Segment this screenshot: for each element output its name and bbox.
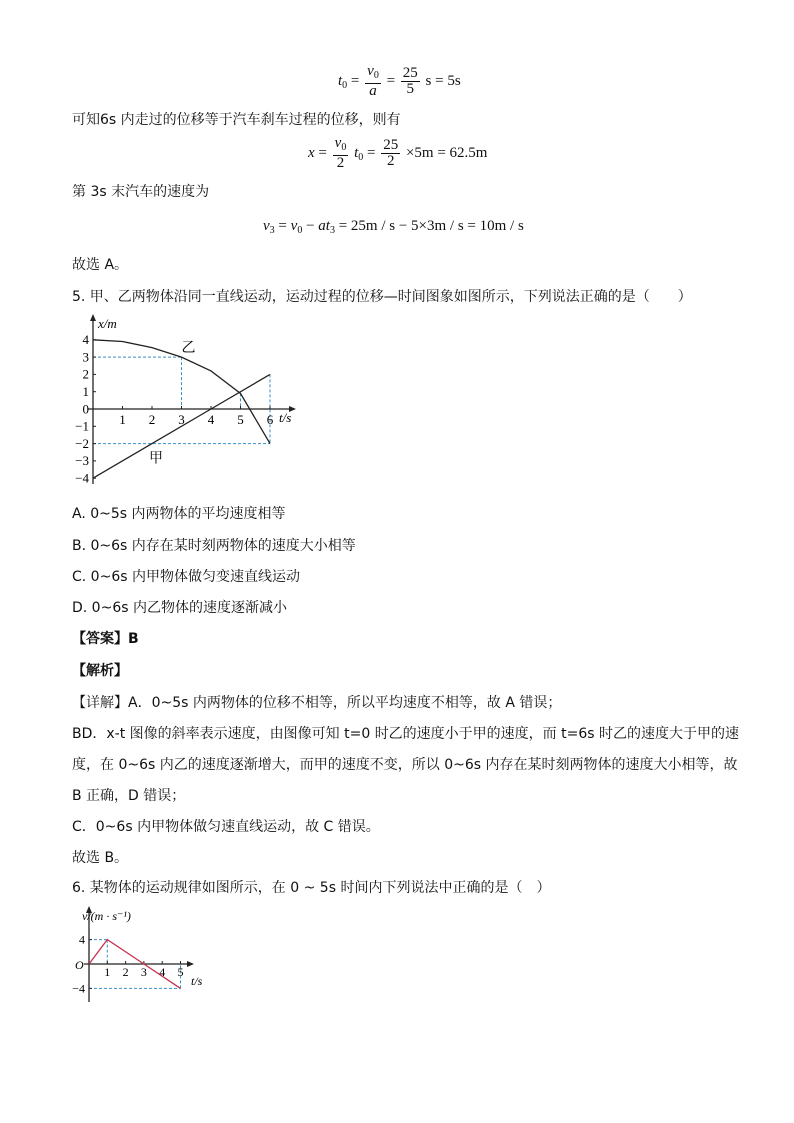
x-tick-label: 4 — [159, 965, 166, 979]
detail-line: BD．x-t 图像的斜率表示速度，由图像可知 t=0 时乙的速度小于甲的速度，而 t=6s 时乙的速度大于甲的速 — [72, 726, 740, 742]
question-5-stem: 5. 甲、乙两物体沿同一直线运动，运动过程的位移—时间图象如图所示，下列说法正确的是（ ） — [72, 289, 692, 305]
option-b: B. 0~6s 内存在某时刻两物体的速度大小相等 — [72, 538, 356, 554]
x-axis-arrow — [187, 961, 194, 967]
xt-chart — [60, 312, 310, 492]
x-tick-label: 6 — [266, 412, 274, 427]
text-line: 第 3s 末汽车的速度为 — [72, 184, 210, 200]
detail-line: 度，在 0~6s 内乙的速度逐渐增大，而甲的速度不变，所以 0~6s 内存在某时刻两物体的速度大小相等，故 — [72, 757, 738, 773]
question-6-stem: 6. 某物体的运动规律如图所示，在 0 ~ 5s 时间内下列说法中正确的是（ ） — [72, 880, 551, 896]
detail-line: C．0~6s 内甲物体做匀速直线运动，故 C 错误。 — [72, 819, 380, 835]
equation-t0 — [338, 64, 461, 99]
y-tick-label: −4 — [75, 470, 89, 486]
y-tick-label: −3 — [75, 453, 89, 469]
x-tick-label: 3 — [140, 965, 147, 979]
option-a: A. 0~5s 内两物体的平均速度相等 — [72, 506, 286, 522]
x-tick-label: 1 — [119, 412, 126, 427]
y-tick-label: 3 — [82, 349, 89, 365]
y-tick-label: −4 — [72, 981, 85, 996]
y-axis-label: v/(m · s⁻¹) — [82, 909, 131, 923]
y-tick-label: 1 — [82, 384, 89, 400]
eq-symbol: t — [338, 72, 343, 89]
y-axis-arrow — [90, 314, 96, 321]
series-label: 乙 — [181, 340, 196, 356]
y-tick-label: 4 — [82, 332, 89, 348]
y-tick-label: 0 — [82, 401, 89, 417]
vt-chart — [68, 904, 228, 1004]
y-tick-label: 4 — [79, 932, 85, 947]
answer-label: 【答案】B — [72, 631, 139, 647]
x-tick-label: 5 — [177, 965, 184, 979]
eq-sign: = — [386, 72, 396, 89]
x-axis-label: t/s — [191, 974, 203, 988]
y-tick-label: 2 — [82, 366, 89, 382]
text-line: 故选 A。 — [72, 257, 129, 273]
analysis-label: 【解析】 — [72, 663, 128, 679]
eq-tail: s = 5s — [425, 72, 461, 89]
eq-sign: = — [350, 72, 360, 89]
fraction: $\frac{v_0}{a}$ — [367, 63, 379, 99]
fraction: $\frac{v_0}{2}$ — [334, 135, 347, 171]
option-c: C. 0~6s 内甲物体做匀变速直线运动 — [72, 569, 300, 585]
x-tick-label: 1 — [104, 965, 111, 979]
fraction: $\frac{25}{5}$ — [402, 65, 418, 97]
detail-line: B 正确，D 错误； — [72, 788, 186, 804]
option-d: D. 0~6s 内乙物体的速度逐渐减小 — [72, 600, 287, 616]
origin-label: O — [75, 958, 84, 972]
y-axis-label: x/m — [98, 316, 117, 331]
x-tick-label: 4 — [207, 412, 215, 427]
series-label: 甲 — [149, 451, 164, 467]
text-line: 可知6s 内走过的位移等于汽车刹车过程的位移，则有 — [72, 112, 401, 128]
x-tick-label: 2 — [122, 965, 129, 979]
fraction: $\frac{25}{2}$ — [383, 137, 399, 169]
x-axis-label: t/s — [279, 410, 292, 425]
equation-v3: $v_3 = v_0 - at_3 = 25m / s - 5\times 3m / s = 10m / s$ — [263, 218, 524, 236]
y-tick-label: −1 — [75, 418, 89, 434]
x-tick-label: 5 — [237, 412, 244, 427]
y-tick-label: −2 — [75, 435, 89, 451]
equation-x: x = $\frac{v_0}{2}$ $t_0$ = $\frac{25}{2}$ ×5m = 62.5m — [308, 135, 488, 171]
detail-line: 【详解】A．0~5s 内两物体的位移不相等，所以平均速度不相等，故 A 错误； — [72, 695, 562, 711]
detail-line: 故选 B。 — [72, 850, 129, 866]
eq-sub: 0 — [342, 79, 348, 91]
x-tick-label: 2 — [148, 412, 156, 427]
x-tick-label: 3 — [178, 412, 185, 427]
